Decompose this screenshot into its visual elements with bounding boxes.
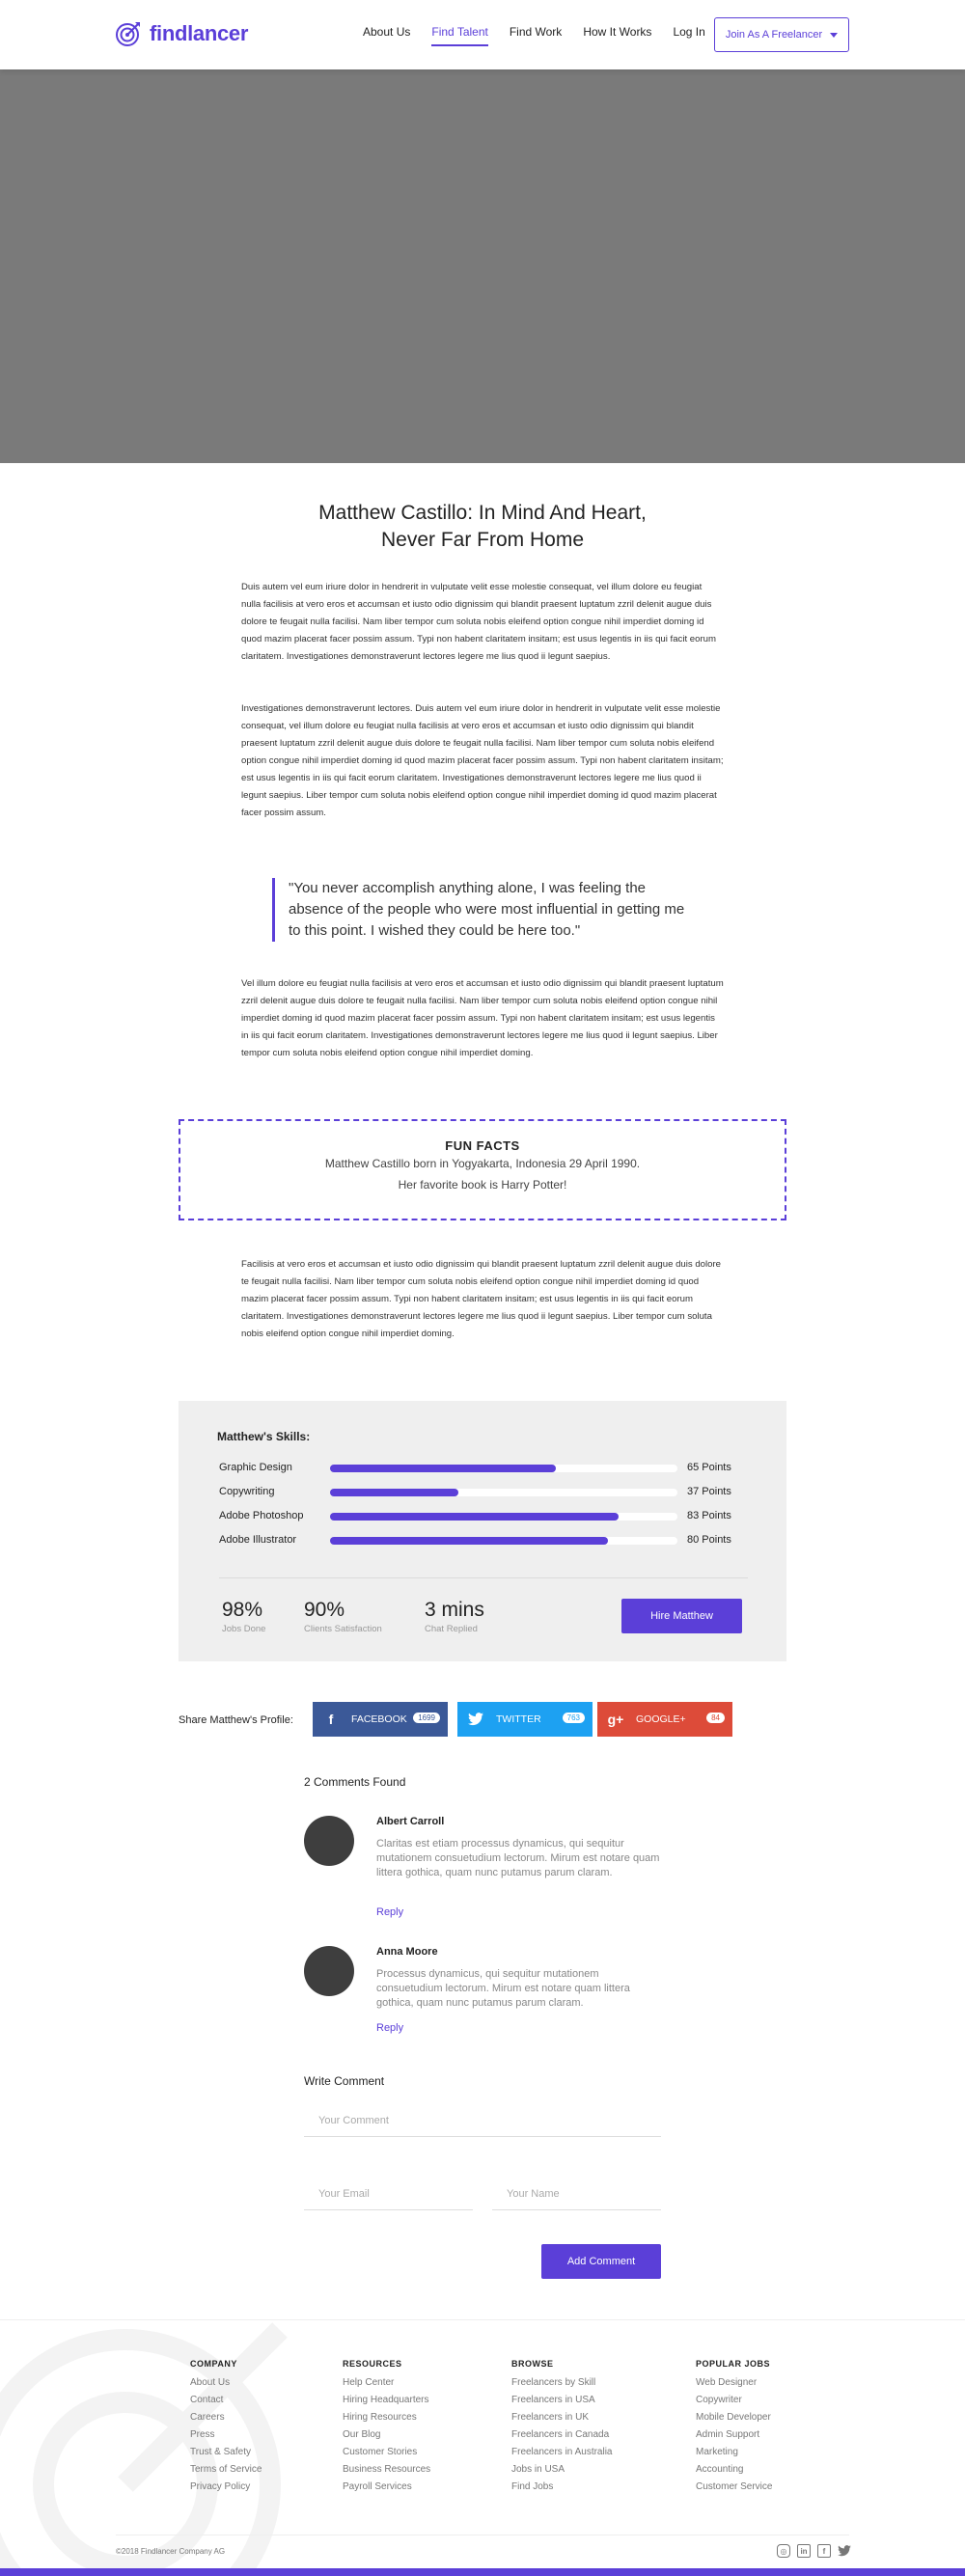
stat-value: 90%	[304, 1599, 345, 1621]
share-twitter-count: 763	[563, 1713, 585, 1723]
email-input[interactable]: Your Email	[304, 2188, 473, 2210]
footer-link[interactable]: Admin Support	[696, 2429, 760, 2440]
comments-title: 2 Comments Found	[304, 1775, 406, 1789]
article-title-line1: Matthew Castillo: In Mind And Heart,	[318, 502, 647, 524]
pull-quote: "You never accomplish anything alone, I was feeling the absence of the people who were most influential in getting me to this point. I wished they could be here too."	[272, 878, 697, 942]
footer-link[interactable]: Web Designer	[696, 2377, 758, 2388]
hire-button[interactable]: Hire Matthew	[621, 1599, 742, 1633]
footer-heading: POPULAR JOBS	[696, 2359, 771, 2369]
facebook-icon: f	[328, 1712, 334, 1727]
comment-text: Claritas est etiam processus dynamicus, qui sequitur mutationem consuetudium lectorum. Mirum est notare quam littera gothica, quam nunc putamus parum claram.	[376, 1838, 660, 1878]
footer-column-browse	[511, 2359, 613, 2496]
site-header	[0, 0, 965, 69]
footer-link[interactable]: Jobs in USA	[511, 2464, 565, 2475]
add-comment-button[interactable]: Add Comment	[541, 2244, 661, 2279]
skill-name: Copywriting	[219, 1486, 275, 1497]
footer-link[interactable]: Help Center	[343, 2377, 395, 2388]
footer-column-company	[190, 2359, 262, 2496]
footer-link[interactable]: Press	[190, 2429, 215, 2440]
skill-bar-track	[330, 1513, 677, 1521]
twitter-icon[interactable]	[838, 2544, 851, 2558]
skill-bar-fill	[330, 1513, 619, 1521]
skill-name: Graphic Design	[219, 1462, 292, 1473]
footer-heading: RESOURCES	[343, 2359, 402, 2369]
footer-link[interactable]: Terms of Service	[190, 2464, 262, 2475]
skill-points: 65 Points	[687, 1462, 731, 1473]
nav-how-it-works[interactable]: How It Works	[583, 25, 652, 39]
skill-name: Adobe Illustrator	[219, 1534, 297, 1546]
skill-row	[219, 1462, 750, 1475]
footer-link[interactable]: Mobile Developer	[696, 2412, 771, 2423]
footer-link[interactable]: Trust & Safety	[190, 2447, 251, 2457]
footer-link[interactable]: Our Blog	[343, 2429, 381, 2440]
stat-chat-replied	[425, 1599, 484, 1634]
share-label: Share Matthew's Profile:	[179, 1714, 293, 1726]
hero-image	[0, 69, 965, 463]
skill-bar-fill	[330, 1537, 608, 1545]
twitter-icon	[467, 1711, 484, 1728]
write-comment-title: Write Comment	[304, 2074, 385, 2088]
nav-log-in[interactable]: Log In	[673, 25, 705, 39]
chevron-down-icon	[830, 33, 838, 38]
footer-link[interactable]: Find Jobs	[511, 2481, 554, 2492]
reply-link[interactable]: Reply	[376, 2022, 404, 2034]
footer-link[interactable]: Marketing	[696, 2447, 738, 2457]
article-paragraph-2: Investigationes demonstraverunt lectores. Duis autem vel eum iriure dolor in hendrerit in vulputate velit esse molestie consequat, vel illum dolore eu feugiat nulla facilisis at vero eros et accumsan et iusto odio dignissim qui blandit praesent luptatum zzril delenit augue duis dolore te feugait nulla facilisi. Nam liber tempor cum soluta nobis eleifend option congue nihil imperdiet doming id quod mazim placerat facer possim assum. Typi non habent claritatem insitam; est usus legentis in iis qui facit eorum claritatem. Investigationes demonstraverunt lectores legere me lius quod ii legunt saepius. Liber tempor cum soluta nobis eleifend option congue nihil imperdiet doming id quod mazim placerat facer possim assum.	[241, 703, 724, 818]
footer-link[interactable]: Business Resources	[343, 2464, 431, 2475]
comment-input[interactable]: Your Comment	[304, 2115, 661, 2137]
article-paragraph-1: Duis autem vel eum iriure dolor in hendrerit in vulputate velit esse molestie consequat, vel illum dolore eu feugiat nulla facilisis at vero eros et accumsan et iusto odio dignissim qui blandit praesent luptatum zzril delenit augue duis dolore te feugait nulla facilisi. Nam liber tempor cum soluta nobis eleifend option congue nihil imperdiet doming id quod mazim placerat facer possim assum. Typi non habent claritatem insitam; est usus legentis in iis qui facit eorum claritatem. Investigationes demonstraverunt lectores legere me lius quod ii legunt saepius.	[241, 582, 716, 662]
share-google-count: 84	[706, 1713, 725, 1723]
footer-link[interactable]: Freelancers in UK	[511, 2412, 590, 2423]
footer-link[interactable]: Hiring Resources	[343, 2412, 417, 2423]
skill-bar-track	[330, 1465, 677, 1472]
footer-link[interactable]: Copywriter	[696, 2395, 742, 2405]
stat-label: Clients Satisfaction	[304, 1624, 382, 1634]
footer-link[interactable]: About Us	[190, 2377, 231, 2388]
main-nav	[363, 25, 727, 46]
footer-link[interactable]: Customer Stories	[343, 2447, 418, 2457]
skill-row	[219, 1534, 750, 1548]
avatar	[304, 1946, 354, 1996]
stat-label: Chat Replied	[425, 1624, 478, 1634]
share-google-button[interactable]	[597, 1702, 732, 1737]
footer-link[interactable]: Payroll Services	[343, 2481, 412, 2492]
comment-text: Processus dynamicus, qui sequitur mutationem consuetudium lectorum. Mirum est notare quam littera gothica, quam nunc putamus parum claram.	[376, 1968, 630, 2009]
google-plus-icon: g+	[607, 1712, 624, 1727]
footer-column-popular-jobs	[696, 2359, 772, 2496]
footer-link[interactable]: Customer Service	[696, 2481, 773, 2492]
nav-find-talent[interactable]: Find Talent	[431, 25, 487, 46]
stat-jobs-done	[222, 1599, 265, 1634]
nav-find-work[interactable]: Find Work	[509, 25, 563, 39]
logo[interactable]	[115, 20, 248, 47]
footer-link[interactable]: Freelancers in Australia	[511, 2447, 613, 2457]
skill-bar-track	[330, 1537, 677, 1545]
footer-link[interactable]: Hiring Headquarters	[343, 2395, 429, 2405]
divider	[219, 1577, 748, 1578]
stat-value: 98%	[222, 1599, 263, 1621]
skill-row	[219, 1486, 750, 1499]
join-button-label: Join As A Freelancer	[725, 29, 823, 41]
skill-bar-track	[330, 1489, 677, 1496]
skill-bar-fill	[330, 1465, 556, 1472]
share-google-label: GOOGLE+	[636, 1713, 686, 1725]
site-footer	[0, 2319, 965, 2576]
footer-link[interactable]: Accounting	[696, 2464, 744, 2475]
share-twitter-label: TWITTER	[496, 1713, 541, 1725]
fun-facts-box	[179, 1119, 786, 1220]
share-facebook-button[interactable]	[313, 1702, 448, 1737]
target-logo-icon	[115, 20, 142, 47]
article-paragraph-3: Vel illum dolore eu feugiat nulla facilisis at vero eros et accumsan et iusto odio dignissim qui blandit praesent luptatum zzril delenit augue duis dolore te feugait nulla facilisi. Nam liber tempor cum soluta nobis eleifend option congue nihil imperdiet doming id quod mazim placerat facer possim assum. Typi non habent claritatem insitam; est usus legentis in iis qui facit eorum claritatem. Investigationes demonstraverunt lectores legere me lius quod ii legunt saepius. Liber tempor cum soluta nobis eleifend option congue nihil imperdiet doming.	[241, 978, 724, 1058]
facebook-icon[interactable]: f	[817, 2544, 831, 2558]
skill-bar-fill	[330, 1489, 458, 1496]
article-title	[193, 500, 772, 554]
share-facebook-label: FACEBOOK	[351, 1713, 407, 1725]
footer-watermark-logo	[0, 2319, 328, 2576]
skill-name: Adobe Photoshop	[219, 1510, 304, 1521]
stat-label: Jobs Done	[222, 1624, 266, 1634]
stat-client-satisfaction	[304, 1599, 382, 1634]
comment-author: Anna Moore	[376, 1946, 438, 1958]
copyright: ©2018 Findlancer Company AG	[116, 2547, 226, 2556]
share-twitter-button[interactable]	[457, 1702, 593, 1737]
bottom-accent-bar	[0, 2568, 965, 2576]
footer-link[interactable]: Privacy Policy	[190, 2481, 251, 2492]
skill-points: 37 Points	[687, 1486, 731, 1497]
footer-column-resources	[343, 2359, 430, 2496]
avatar	[304, 1816, 354, 1866]
comment-author: Albert Carroll	[376, 1816, 445, 1827]
skills-title: Matthew's Skills:	[217, 1430, 311, 1443]
footer-heading: COMPANY	[190, 2359, 237, 2369]
share-facebook-count: 1699	[413, 1713, 440, 1723]
fun-facts-line-2: Her favorite book is Harry Potter!	[398, 1178, 567, 1192]
footer-heading: BROWSE	[511, 2359, 554, 2369]
skill-points: 83 Points	[687, 1510, 731, 1521]
nav-about-us[interactable]: About Us	[363, 25, 411, 39]
linkedin-icon[interactable]: in	[797, 2544, 811, 2558]
article-paragraph-4: Facilisis at vero eros et accumsan et iusto odio dignissim qui blandit praesent luptatum zzril delenit augue duis dolore te feugait nulla facilisi. Nam liber tempor cum soluta nobis eleifend option congue nihil imperdiet doming id quod mazim placerat facer possim assum. Typi non habent claritatem insitam; est usus legentis in iis qui facit eorum claritatem. Investigationes demonstraverunt lectores legere me lius quod ii legunt saepius. Liber tempor cum soluta nobis eleifend option congue nihil imperdiet doming.	[241, 1259, 722, 1339]
logo-text: findlancer	[150, 21, 249, 45]
fun-facts-line-1: Matthew Castillo born in Yogyakarta, Indonesia 29 April 1990.	[324, 1157, 641, 1170]
footer-link[interactable]: Careers	[190, 2412, 225, 2423]
skills-panel	[179, 1401, 786, 1661]
comment	[304, 1946, 671, 2042]
join-freelancer-button[interactable]	[714, 17, 849, 52]
stat-value: 3 mins	[425, 1599, 484, 1621]
skill-points: 80 Points	[687, 1534, 731, 1546]
footer-link[interactable]: Contact	[190, 2395, 224, 2405]
skill-row	[219, 1510, 750, 1523]
reply-link[interactable]: Reply	[376, 1906, 404, 1918]
article-title-line2: Never Far From Home	[380, 529, 585, 551]
comment	[304, 1816, 671, 1922]
name-input[interactable]: Your Name	[492, 2188, 661, 2210]
instagram-icon[interactable]: ◎	[777, 2544, 790, 2558]
fun-facts-title: FUN FACTS	[445, 1138, 520, 1153]
footer-link[interactable]: Freelancers in USA	[511, 2395, 595, 2405]
footer-link[interactable]: Freelancers in Canada	[511, 2429, 610, 2440]
footer-link[interactable]: Freelancers by Skill	[511, 2377, 596, 2388]
